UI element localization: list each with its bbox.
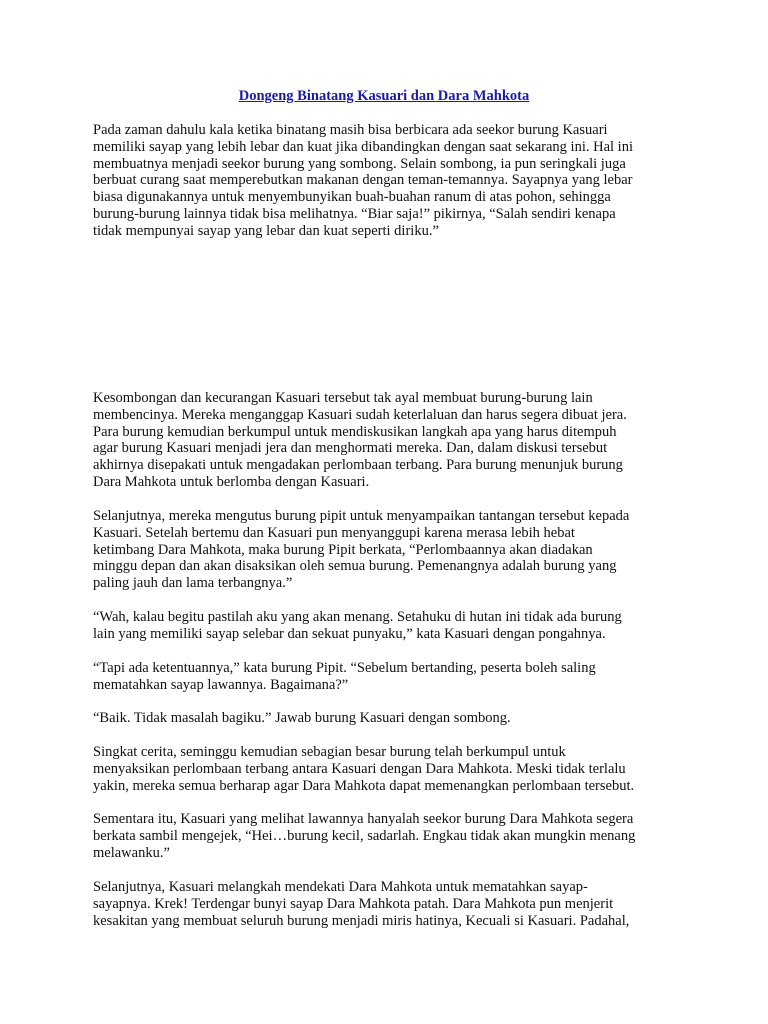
paragraph-4 [93, 609, 693, 643]
text-line: Sementara itu, Kasuari yang melihat lawannya hanyalah seekor burung Dara Mahkota segera [93, 811, 634, 827]
text-line: mematahkan sayap lawannya. Bagaimana?” [93, 676, 349, 693]
paragraph-8 [93, 811, 693, 861]
paragraph-3 [93, 508, 693, 592]
text-line: biasa digunakannya untuk menyembunyikan buah-buahan ranum di atas pohon, sehingga [93, 189, 611, 205]
text-line: “Tapi ada ketentuannya,” kata burung Pipit. “Sebelum bertanding, peserta boleh saling [93, 660, 596, 676]
text-line: minggu depan dan akan disaksikan oleh semua burung. Pemenangnya adalah burung yang [93, 558, 617, 575]
text-line: membencinya. Mereka menganggap Kasuari sudah keterlaluan dan harus segera dibuat jera. [93, 406, 627, 423]
text-line: Selanjutnya, Kasuari melangkah mendekati Dara Mahkota untuk mematahkan sayap- [93, 879, 588, 895]
paragraph-6 [93, 710, 693, 727]
text-line: yakin, mereka semua berharap agar Dara Mahkota dapat memenangkan perlombaan tersebut. [93, 777, 635, 794]
paragraph-5 [93, 660, 693, 694]
text-line: berkata sambil mengejek, “Hei…burung kecil, sadarlah. Engkau tidak akan mungkin menang [93, 827, 636, 844]
text-line: Singkat cerita, seminggu kemudian sebagian besar burung telah berkumpul untuk [93, 744, 566, 760]
text-line: kesakitan yang membuat seluruh burung menjadi miris hatinya, Kecuali si Kasuari. Padahal, [93, 912, 630, 929]
text-line: Para burung kemudian berkumpul untuk mendiskusikan langkah apa yang harus ditempuh [93, 423, 617, 440]
text-line: Selanjutnya, mereka mengutus burung pipit untuk menyampaikan tantangan tersebut kepada [93, 508, 630, 524]
text-line: membuatnya menjadi seekor burung yang sombong. Selain sombong, ia pun seringkali juga [93, 155, 626, 172]
text-line: paling jauh dan lama terbangnya.” [93, 575, 293, 591]
text-line: berbuat curang saat memperebutkan makanan dengan teman-temannya. Sayapnya yang lebar [93, 172, 633, 189]
text-line: lain yang memiliki sayap selebar dan sekuat punyaku,” kata Kasuari dengan pongahnya. [93, 625, 606, 642]
paragraph-7 [93, 744, 693, 794]
text-line: “Baik. Tidak masalah bagiku.” Jawab burung Kasuari dengan sombong. [93, 710, 511, 726]
text-line: Dara Mahkota untuk berlomba dengan Kasuari. [93, 473, 370, 490]
text-line: akhirnya disepakati untuk mengadakan perlombaan terbang. Para burung menunjuk burung [93, 457, 623, 473]
document-title: Dongeng Binatang Kasuari dan Dara Mahkota [238, 88, 530, 104]
paragraph-1 [93, 122, 693, 239]
text-line: burung-burung lainnya tidak bisa melihatnya. “Biar saja!” pikirnya, “Salah sendiri kenapa [93, 205, 616, 222]
text-line: melawanku.” [93, 844, 170, 861]
text-line: agar burung Kasuari menjadi jera dan menghormati mereka. Dan, dalam diskusi tersebut [93, 440, 608, 457]
text-line: Pada zaman dahulu kala ketika binatang masih bisa berbicara ada seekor burung Kasuari [93, 122, 608, 138]
text-line: Kasuari. Setelah bertemu dan Kasuari pun menyanggupi karena merasa lebih hebat [93, 524, 575, 541]
text-line: menyaksikan perlombaan terbang antara Kasuari dengan Dara Mahkota. Meski tidak terlalu [93, 760, 626, 777]
paragraph-9 [93, 879, 693, 929]
text-line: sayapnya. Krek! Terdengar bunyi sayap Dara Mahkota patah. Dara Mahkota pun menjerit [93, 895, 614, 912]
text-line: tidak mempunyai sayap yang lebar dan kuat seperti diriku.” [93, 222, 439, 239]
text-line: memiliki sayap yang lebih lebar dan kuat jika dibandingkan dengan saat sekarang ini. Hal ini [93, 138, 633, 155]
text-line: “Wah, kalau begitu pastilah aku yang akan menang. Setahuku di hutan ini tidak ada burung [93, 609, 622, 625]
text-line: ketimbang Dara Mahkota, maka burung Pipit berkata, “Perlombaannya akan diadakan [93, 541, 593, 558]
text-line: Kesombongan dan kecurangan Kasuari tersebut tak ayal membuat burung-burung lain [93, 390, 593, 406]
paragraph-2 [93, 390, 693, 491]
